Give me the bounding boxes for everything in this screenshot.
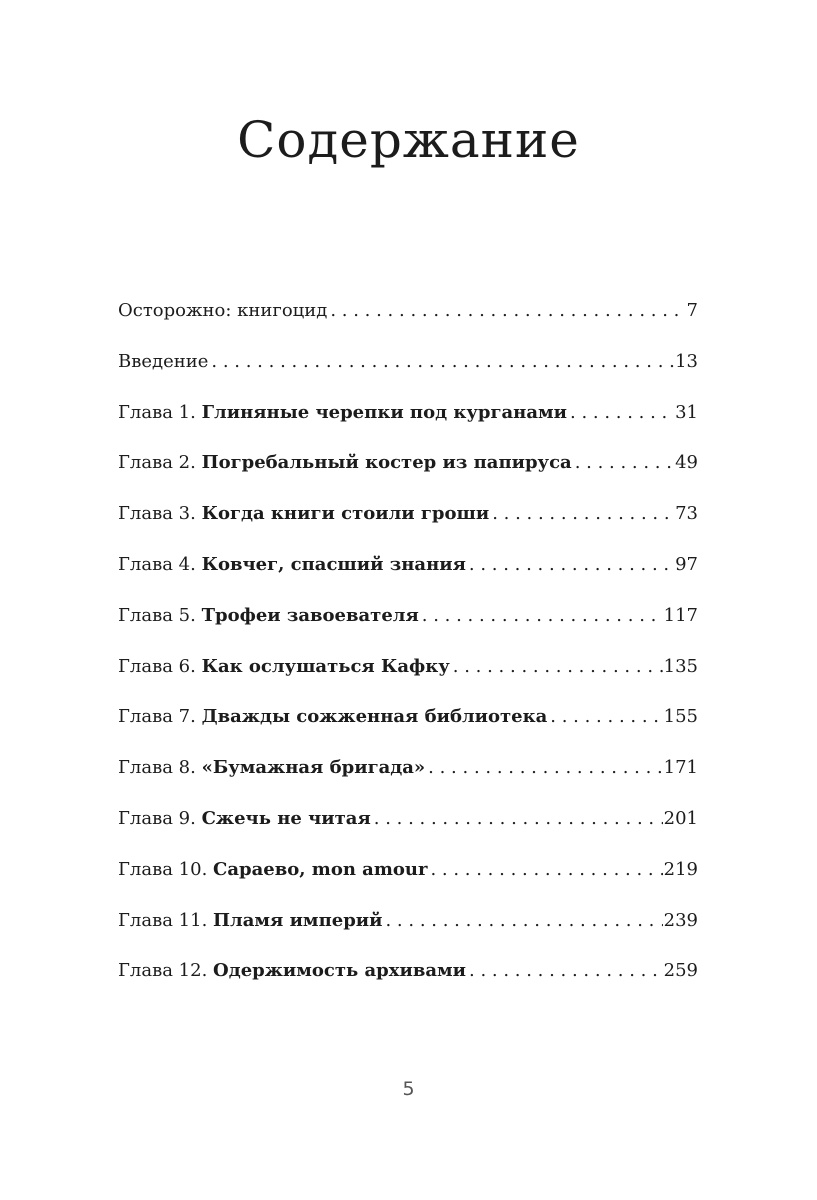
dot-leader (453, 650, 663, 684)
toc-entry[interactable] (118, 802, 698, 853)
entry-chapter-number: Глава 10. (118, 858, 208, 880)
entry-chapter-number: Глава 12. (118, 960, 208, 982)
page-number: 5 (402, 1078, 415, 1100)
entry-page-number: 155 (663, 706, 698, 728)
toc-entry[interactable] (118, 751, 698, 802)
entry-chapter-number: Глава 11. (118, 909, 208, 931)
entry-title: Погребальный костер из папируса (201, 452, 572, 474)
dot-leader (492, 497, 674, 531)
page-title: Содержание (237, 111, 580, 169)
entry-chapter-number: Глава 2. (118, 452, 196, 474)
dot-leader (385, 904, 662, 938)
entry-title: Как ослушаться Кафку (201, 655, 450, 677)
entry-title: Трофеи завоевателя (201, 604, 419, 626)
entry-page-number: 171 (663, 757, 698, 779)
dot-leader (330, 294, 685, 328)
entry-page-number: 117 (663, 604, 698, 626)
entry-chapter-number: Глава 1. (118, 401, 196, 423)
toc-entry[interactable] (118, 345, 698, 396)
entry-page-number: 135 (663, 655, 698, 677)
entry-title: Осторожно: книгоцид (118, 300, 328, 321)
entry-page-number: 239 (663, 909, 698, 931)
entry-chapter-number: Глава 7. (118, 706, 196, 728)
toc-entry[interactable] (118, 294, 698, 345)
entry-page-number: 49 (675, 452, 698, 474)
table-of-contents (118, 294, 698, 1005)
entry-page-number: 201 (663, 807, 698, 829)
toc-entry[interactable] (118, 497, 698, 548)
entry-page-number: 7 (686, 300, 698, 321)
entry-title: Глиняные черепки под курганами (201, 401, 567, 423)
entry-chapter-number: Глава 6. (118, 655, 196, 677)
entry-page-number: 259 (663, 960, 698, 982)
toc-entry[interactable] (118, 853, 698, 904)
toc-entry[interactable] (118, 396, 698, 447)
entry-title: Одержимость архивами (213, 960, 466, 982)
entry-chapter-number: Глава 9. (118, 807, 196, 829)
dot-leader (575, 446, 674, 480)
dot-leader (570, 396, 674, 430)
entry-page-number: 73 (675, 503, 698, 525)
entry-title: Сараево, mon amour (213, 858, 428, 880)
toc-entry[interactable] (118, 700, 698, 751)
toc-entry[interactable] (118, 548, 698, 599)
entry-page-number: 219 (663, 858, 698, 880)
entry-page-number: 13 (675, 350, 698, 372)
entry-page-number: 97 (675, 553, 698, 575)
entry-page-number: 31 (675, 401, 698, 423)
entry-title: «Бумажная бригада» (201, 757, 426, 779)
entry-title: Введение (118, 350, 209, 372)
toc-entry[interactable] (118, 650, 698, 701)
toc-entry[interactable] (118, 599, 698, 650)
toc-entry[interactable] (118, 954, 698, 1005)
entry-title: Когда книги стоили гроши (201, 503, 490, 525)
entry-title: Пламя империй (213, 909, 383, 931)
dot-leader (211, 345, 674, 379)
toc-entry[interactable] (118, 904, 698, 955)
dot-leader (422, 599, 663, 633)
dot-leader (430, 853, 662, 887)
entry-chapter-number: Глава 5. (118, 604, 196, 626)
entry-chapter-number: Глава 8. (118, 757, 196, 779)
entry-chapter-number: Глава 3. (118, 503, 196, 525)
entry-title: Сжечь не читая (201, 807, 371, 829)
dot-leader (469, 954, 663, 988)
dot-leader (374, 802, 663, 836)
toc-entry[interactable] (118, 446, 698, 497)
dot-leader (428, 751, 662, 785)
dot-leader (469, 548, 674, 582)
entry-title: Ковчег, спасший знания (201, 553, 466, 575)
entry-title: Дважды сожженная библиотека (201, 706, 548, 728)
dot-leader (550, 700, 662, 734)
entry-chapter-number: Глава 4. (118, 553, 196, 575)
